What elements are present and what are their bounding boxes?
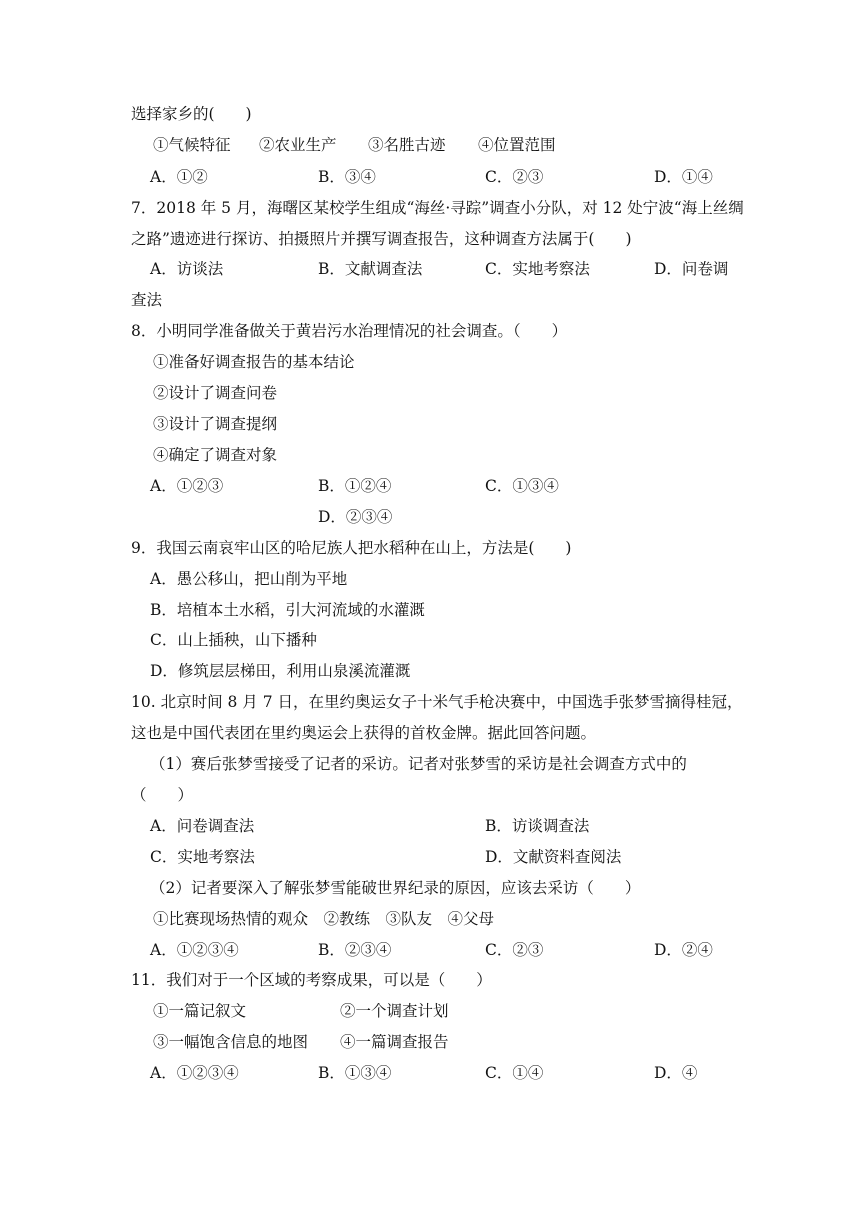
q8-option-c: C．①③④ (485, 477, 559, 495)
q11-option-a: A．①②③④ (150, 1064, 239, 1082)
q10-stem-line-2: 这也是中国代表团在里约奥运会上获得的首枚金牌。据此回答问题。 (131, 724, 597, 742)
q6-item-3: ③名胜古迹 (368, 136, 446, 154)
q11-option-b: B．①③④ (318, 1064, 392, 1082)
q10-sub2-items: ①比赛现场热情的观众 ②教练 ③队友 ④父母 (153, 910, 495, 928)
q7-option-c: C．实地考察法 (485, 260, 590, 278)
q7-option-d-wrap: 查法 (131, 291, 163, 309)
q8-item-3: ③设计了调查提纲 (153, 415, 278, 433)
q11-item-3: ③一幅饱含信息的地图 (153, 1033, 309, 1051)
q11-item-2: ②一个调查计划 (340, 1002, 449, 1020)
q10-sub1-option-c: C．实地考察法 (150, 848, 255, 866)
q6-item-4: ④位置范围 (478, 136, 556, 154)
q10-sub1-option-d: D．文献资料查阅法 (485, 848, 622, 866)
q10-sub2-option-c: C．②③ (485, 941, 544, 959)
q8-item-2: ②设计了调查问卷 (153, 384, 278, 402)
q10-sub1-option-a: A．问卷调查法 (150, 817, 255, 835)
q7-option-a: A．访谈法 (150, 260, 224, 278)
q10-sub2-option-b: B．②③④ (318, 941, 392, 959)
q6-item-2: ②农业生产 (259, 136, 337, 154)
q10-sub1-stem-line-2: （ ） (131, 786, 194, 804)
q8-option-a: A．①②③ (150, 477, 224, 495)
q11-item-4: ④一篇调查报告 (340, 1033, 449, 1051)
q8-stem: 8．小明同学准备做关于黄岩污水治理情况的社会调查。（ ） (131, 322, 568, 340)
q6-option-b: B．③④ (318, 168, 376, 186)
q9-stem: 9．我国云南哀牢山区的哈尼族人把水稻种在山上，方法是( ) (131, 539, 572, 557)
q10-stem-line-1: 10. 北京时间 8 月 7 日，在里约奥运女子十米气手枪决赛中，中国选手张梦雪摘得桂冠， (131, 693, 743, 711)
q10-sub2-option-a: A．①②③④ (150, 941, 239, 959)
q11-option-c: C．①④ (485, 1064, 544, 1082)
q9-option-b: B．培植本土水稻，引大河流域的水灌溉 (150, 601, 425, 619)
q6-item-1: ①气候特征 (153, 136, 231, 154)
q11-stem: 11．我们对于一个区域的考察成果，可以是（ ） (131, 971, 492, 989)
q8-item-4: ④确定了调查对象 (153, 446, 278, 464)
q10-sub1-stem-line-1: （1）赛后张梦雪接受了记者的采访。记者对张梦雪的采访是社会调查方式中的 (150, 755, 687, 773)
q6-stem-tail: 选择家乡的( ) (131, 105, 252, 123)
q9-option-d: D．修筑层层梯田，利用山泉溪流灌溉 (150, 662, 411, 680)
q8-option-b: B．①②④ (318, 477, 392, 495)
q10-sub2-stem: （2）记者要深入了解张梦雪能破世界纪录的原因，应该去采访（ ） (150, 879, 641, 897)
q11-option-d: D．④ (654, 1064, 698, 1082)
q8-item-1: ①准备好调查报告的基本结论 (153, 353, 355, 371)
q7-stem-line-1: 7．2018 年 5 月，海曙区某校学生组成“海丝·寻踪”调查小分队，对 12 处宁波“海上丝绸 (131, 199, 744, 217)
q7-option-d: D．问卷调 (654, 260, 729, 278)
q8-option-d: D．②③④ (318, 508, 393, 526)
q11-item-1: ①一篇记叙文 (153, 1002, 247, 1020)
q9-option-c: C．山上插秧，山下播种 (150, 631, 317, 649)
q6-option-a: A．①② (150, 168, 208, 186)
q10-sub2-option-d: D．②④ (654, 941, 713, 959)
q7-stem-line-2: 之路”遗迹进行探访、拍摄照片并撰写调查报告，这种调查方法属于( ) (131, 230, 632, 248)
q6-option-d: D．①④ (654, 168, 713, 186)
q10-sub1-option-b: B．访谈调查法 (485, 817, 590, 835)
q6-option-c: C．②③ (485, 168, 544, 186)
q7-option-b: B．文献调查法 (318, 260, 423, 278)
q9-option-a: A．愚公移山，把山削为平地 (150, 570, 348, 588)
